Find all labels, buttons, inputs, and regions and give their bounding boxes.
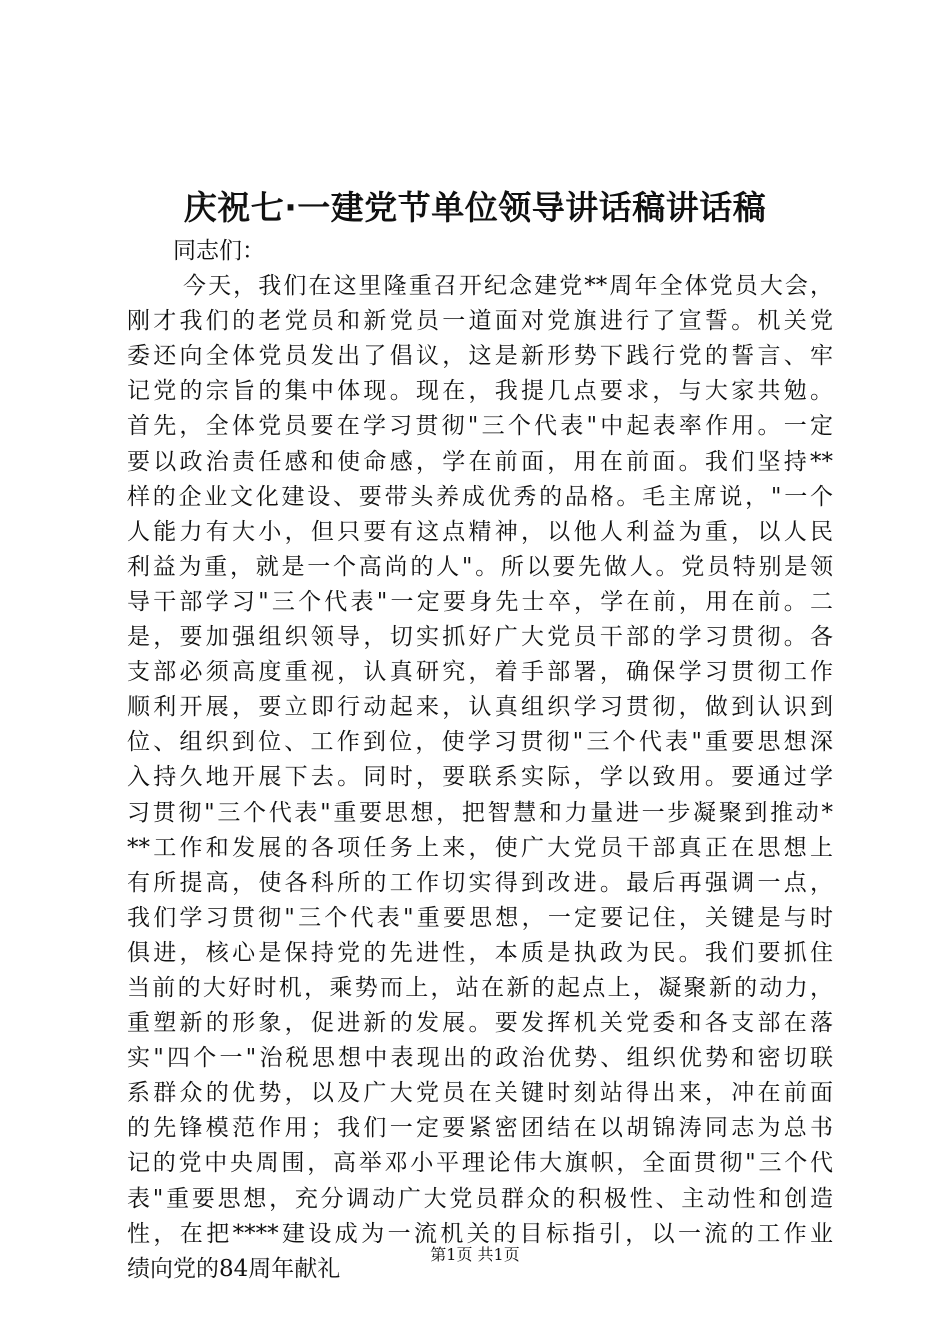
body-line: 委还向全体党员发出了倡议，这是新形势下践行党的誓言、牢: [127, 343, 833, 370]
body-line: 今天，我们在这里隆重召开纪念建党**周年全体党员大会，: [183, 273, 833, 300]
body-line: 表"重要思想，充分调动广大党员群众的积极性、主动性和创造: [127, 1185, 833, 1212]
body-line: 要以政治责任感和使命感，学在前面，用在前面。我们坚持**: [127, 448, 833, 475]
document-body: [127, 234, 833, 1287]
body-line: 记党的宗旨的集中体现。现在，我提几点要求，与大家共勉。: [127, 378, 833, 405]
body-line: 当前的大好时机，乘势而上，站在新的起点上，凝聚新的动力，: [127, 974, 833, 1001]
body-line: 系群众的优势，以及广大党员在关键时刻站得出来，冲在前面: [127, 1080, 833, 1107]
body-line: 人能力有大小，但只要有这点精神，以他人利益为重，以人民: [127, 518, 833, 545]
body-line: 位、组织到位、工作到位，使学习贯彻"三个代表"重要思想深: [127, 729, 833, 756]
body-line: 样的企业文化建设、要带头养成优秀的品格。毛主席说，"一个: [127, 483, 833, 510]
body-line: **工作和发展的各项任务上来，使广大党员干部真正在思想上: [127, 834, 833, 861]
body-line: 是，要加强组织领导，切实抓好广大党员干部的学习贯彻。各: [127, 624, 833, 651]
body-line: 利益为重，就是一个高尚的人"。所以要先做人。党员特别是领: [127, 553, 833, 580]
body-line: 记的党中央周围，高举邓小平理论伟大旗帜，全面贯彻"三个代: [127, 1150, 833, 1177]
body-line: 顺利开展，要立即行动起来，认真组织学习贯彻，做到认识到: [127, 694, 833, 721]
body-line: 首先，全体党员要在学习贯彻"三个代表"中起表率作用。一定: [127, 413, 833, 440]
body-line: 的先锋模范作用；我们一定要紧密团结在以胡锦涛同志为总书: [127, 1115, 833, 1142]
body-line-final: 绩向党的84周年献礼: [127, 1255, 341, 1282]
page-footer: 第1页 共1页: [430, 1245, 520, 1264]
body-line: 支部必须高度重视，认真研究，着手部署，确保学习贯彻工作: [127, 659, 833, 686]
body-line: 入持久地开展下去。同时，要联系实际，学以致用。要通过学: [127, 764, 833, 791]
salutation-line: 同志们：: [173, 238, 265, 264]
body-line: 习贯彻"三个代表"重要思想，把智慧和力量进一步凝聚到推动*: [127, 799, 833, 826]
body-line: 刚才我们的老党员和新党员一道面对党旗进行了宣誓。机关党: [127, 308, 833, 335]
body-line: 有所提高，使各科所的工作切实得到改进。最后再强调一点，: [127, 869, 833, 896]
body-line: 我们学习贯彻"三个代表"重要思想，一定要记住，关键是与时: [127, 904, 833, 931]
body-line: 重塑新的形象，促进新的发展。要发挥机关党委和各支部在落: [127, 1010, 833, 1037]
body-line: 性，在把****建设成为一流机关的目标指引，以一流的工作业: [127, 1220, 833, 1247]
document-title: 庆祝七·一建党节单位领导讲话稿讲话稿: [183, 188, 767, 227]
body-line: 导干部学习"三个代表"一定要身先士卒，学在前，用在前。二: [127, 588, 833, 615]
body-line: 俱进，核心是保持党的先进性，本质是执政为民。我们要抓住: [127, 939, 833, 966]
body-line: 实"四个一"治税思想中表现出的政治优势、组织优势和密切联: [127, 1045, 833, 1072]
